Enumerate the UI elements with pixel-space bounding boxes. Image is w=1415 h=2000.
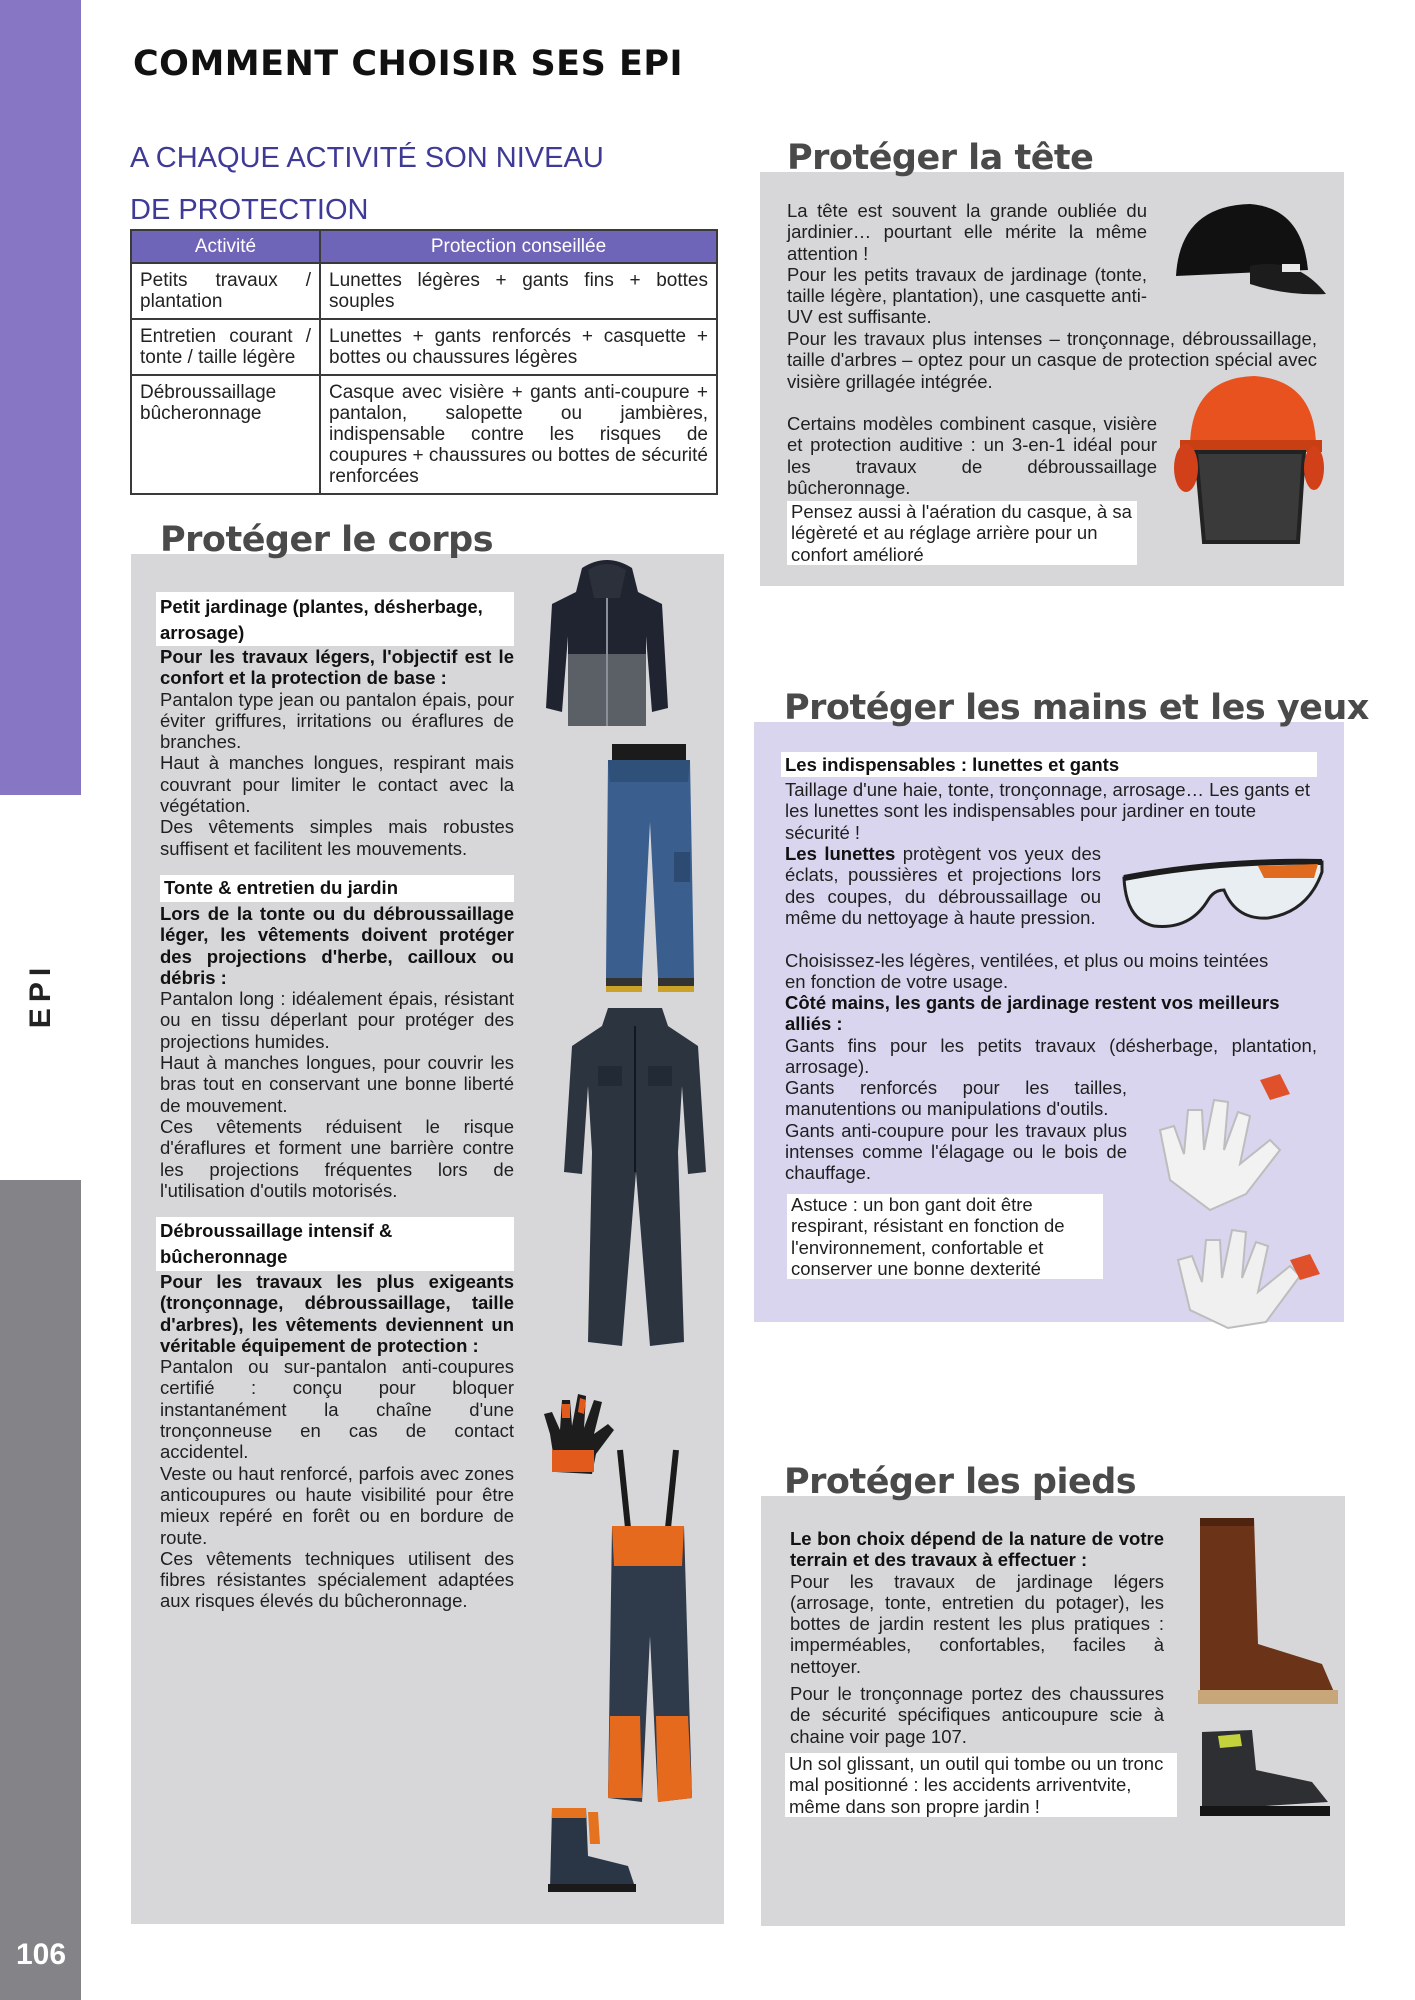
gloves-text-2: [785, 1077, 1127, 1183]
body-block-1-para: Des vêtements simples mais robustes suffisent et facilitent les mouvements.: [160, 816, 514, 859]
table-cell-protection: Lunettes légères + gants fins + bottes souples: [320, 263, 717, 319]
body-block-2-text: [160, 903, 514, 1201]
table-row: [131, 319, 717, 375]
body-block-2-subtitle: Tonte & entretien du jardin: [160, 875, 514, 902]
body-block-3-para: Ces vêtements techniques utilisent des fibres résistantes spécialement adaptées aux risques élevés du bûcheronnage.: [160, 1547, 514, 1612]
hands-subtitle: Les indispensables : lunettes et gants: [781, 752, 1317, 777]
gloves-para: Gants anti-coupure pour les travaux plus intenses comme l'élagage ou le bois de chauffage.: [785, 1119, 1127, 1184]
head-para: Pour les petits travaux de jardinage (tonte, taille légère, plantation), une casquette anti-UV est suffisante.: [787, 263, 1147, 328]
table-cell-protection: Casque avec visière + gants anti-coupure + pantalon, salopette ou jambières, indispensable contre les risques de coupures + chaussures ou bottes de sécurité renforcées: [320, 375, 717, 494]
sidebar-accent-top: [0, 0, 81, 795]
body-section-title: Protéger le corps: [160, 520, 494, 560]
table-heading: A CHAQUE ACTIVITÉ SON NIVEAU DE PROTECTION: [130, 142, 604, 226]
column-header: Protection conseillée: [320, 230, 717, 263]
body-block-2-para: Haut à manches longues, pour couvrir les bras tout en conservant une bonne liberté de mouvement.: [160, 1052, 514, 1116]
head-text-narrow: [787, 200, 1147, 328]
hands-intro: Taillage d'une haie, tonte, tronçonnage, arrosage… Les gants et les lunettes sont les indispensables pour jardiner en toute sécurité !: [785, 779, 1310, 843]
table-cell-activity: Débroussaillage bûcheronnage: [131, 375, 320, 494]
gloves-text-1: Gants fins pour les petits travaux (désherbage, plantation, arrosage).: [785, 1035, 1317, 1078]
glasses-choice: Choisissez-les légères, ventilées, et plus ou moins teintées en fonction de votre usage.: [785, 950, 1269, 993]
head-para: Certains modèles combinent casque, visière et protection auditive : un 3-en-1 idéal pour les travaux de débroussaillage bûcheronnage.: [787, 413, 1157, 498]
coverall-overall-image: [560, 1002, 710, 1360]
body-block-1-text: [160, 646, 514, 859]
body-block-3-text: [160, 1271, 514, 1612]
body-block-3-para: Veste ou haut renforcé, parfois avec zones anticoupures ou haute visibilité pour être mieux repéré en forêt ou en bordure de route.: [160, 1462, 514, 1548]
feet-para: Pour les travaux de jardinage légers (arrosage, tonte, entretien du potager), les bottes de jardin restent les plus pratiques : imperméables, confortables, faciles à nettoyer.: [790, 1570, 1164, 1677]
body-block-1-lead: Pour les travaux légers, l'objectif est le confort et la protection de base :: [160, 646, 514, 689]
activity-table: [130, 229, 718, 495]
body-block-1-para: Haut à manches longues, respirant mais couvrant pour limiter le contact avec la végétation.: [160, 752, 514, 817]
feet-tip-box: Un sol glissant, un outil qui tombe ou un tronc mal positionné : les accidents arriventvite, même dans son propre jardin !: [785, 1753, 1177, 1817]
head-para: Pour les travaux plus intenses – tronçonnage, débroussaillage, taille d'arbres – optez pour un casque de protection spécial avec visière grillagée intégrée.: [787, 328, 1317, 392]
head-section-title: Protéger la tête: [787, 138, 1094, 178]
body-block-3-para: Pantalon ou sur-pantalon anti-coupures certifié : conçu pour bloquer instantanément la chaîne d'une tronçonneuse en cas de contact accidentel.: [160, 1356, 514, 1463]
glasses-description: protègent vos yeux des éclats, poussières et projections lors des coupes, du débroussaillage ou même du nettoyage à haute pression.: [785, 843, 1102, 928]
forestry-helmet-visor-image: [1174, 374, 1324, 550]
cap-image: [1166, 200, 1330, 304]
body-block-2-para: Pantalon long : idéalement épais, résistant ou en tissu déperlant pour protéger des projections humides.: [160, 988, 514, 1052]
safety-shoe-image: [1194, 1726, 1334, 1822]
hoodie-jacket-image: [542, 558, 672, 730]
gloves-para: Gants renforcés pour les tailles, manutentions ou manipulations d'outils.: [785, 1077, 1127, 1120]
feet-text: [790, 1528, 1164, 1677]
glasses-text: [785, 843, 1101, 928]
table-header-row: [131, 230, 717, 263]
body-block-2-para: Ces vêtements réduisent le risque d'éraflures et forment une barrière contre les projections fréquentes lors de l'utilisation d'outils motorisés.: [160, 1115, 514, 1201]
gloves-title-text: Côté mains, les gants de jardinage restent vos meilleurs alliés :: [785, 992, 1280, 1035]
page-title: COMMENT CHOISIR SES EPI: [133, 44, 684, 84]
head-para: La tête est souvent la grande oubliée du jardinier… pourtant elle mérite la même attention !: [787, 200, 1147, 264]
side-section-label: EPI: [24, 961, 57, 1029]
body-block-2-lead: Lors de la tonte ou du débroussaillage léger, les vêtements doivent protéger des projections d'herbe, cailloux ou débris :: [160, 903, 514, 988]
table-cell-activity: Petits travaux / plantation: [131, 263, 320, 319]
body-block-1-subtitle: Petit jardinage (plantes, désherbage, arrosage): [156, 592, 514, 646]
body-block-3-lead: Pour les travaux les plus exigeants (tronçonnage, débroussaillage, taille d'arbres), les vêtements deviennent un véritable équipement de protection :: [160, 1271, 514, 1356]
table-cell-protection: Lunettes + gants renforcés + casquette + bottes ou chaussures légères: [320, 319, 717, 375]
head-text-narrow-2: [787, 413, 1157, 498]
table-row: [131, 263, 717, 319]
feet-lead: Le bon choix dépend de la nature de votre terrain et des travaux à effectuer :: [790, 1528, 1164, 1571]
rubber-boot-image: [1192, 1514, 1342, 1714]
table-cell-activity: Entretien courant / tonte / taille légère: [131, 319, 320, 375]
body-block-3-subtitle: Débroussaillage intensif & bûcheronnage: [156, 1217, 514, 1271]
page-number: 106: [15, 1938, 67, 1971]
body-block-1-para: Pantalon type jean ou pantalon épais, pour éviter griffures, irritations ou éraflures de branches.: [160, 688, 514, 753]
chainsaw-bib-trousers-image: [592, 1446, 704, 1814]
jeans-trousers-image: [584, 742, 714, 996]
hands-tip-box: Astuce : un bon gant doit être respirant, résistant en fonction de l'environnement, confortable et conserver une bonne dexterité: [787, 1194, 1103, 1279]
head-tip-box: Pensez aussi à l'aération du casque, à sa légèreté et au réglage arrière pour un confort amélioré: [787, 501, 1137, 565]
column-header: Activité: [131, 230, 320, 263]
table-row: [131, 375, 717, 494]
glasses-label: Les lunettes: [785, 843, 896, 864]
hands-section-title: Protéger les mains et les yeux: [784, 688, 1369, 728]
work-gloves-image: [1150, 1070, 1330, 1330]
sidebar-accent-bottom: [0, 1180, 81, 2000]
feet-section-title: Protéger les pieds: [784, 1462, 1137, 1502]
safety-glasses-image: [1118, 856, 1328, 934]
feet-text-2: Pour le tronçonnage portez des chaussures de sécurité spécifiques anticoupure scie à chaine voir page 107.: [790, 1683, 1164, 1747]
gloves-title: [785, 992, 1317, 1035]
safety-boots-image: [542, 1804, 646, 1896]
